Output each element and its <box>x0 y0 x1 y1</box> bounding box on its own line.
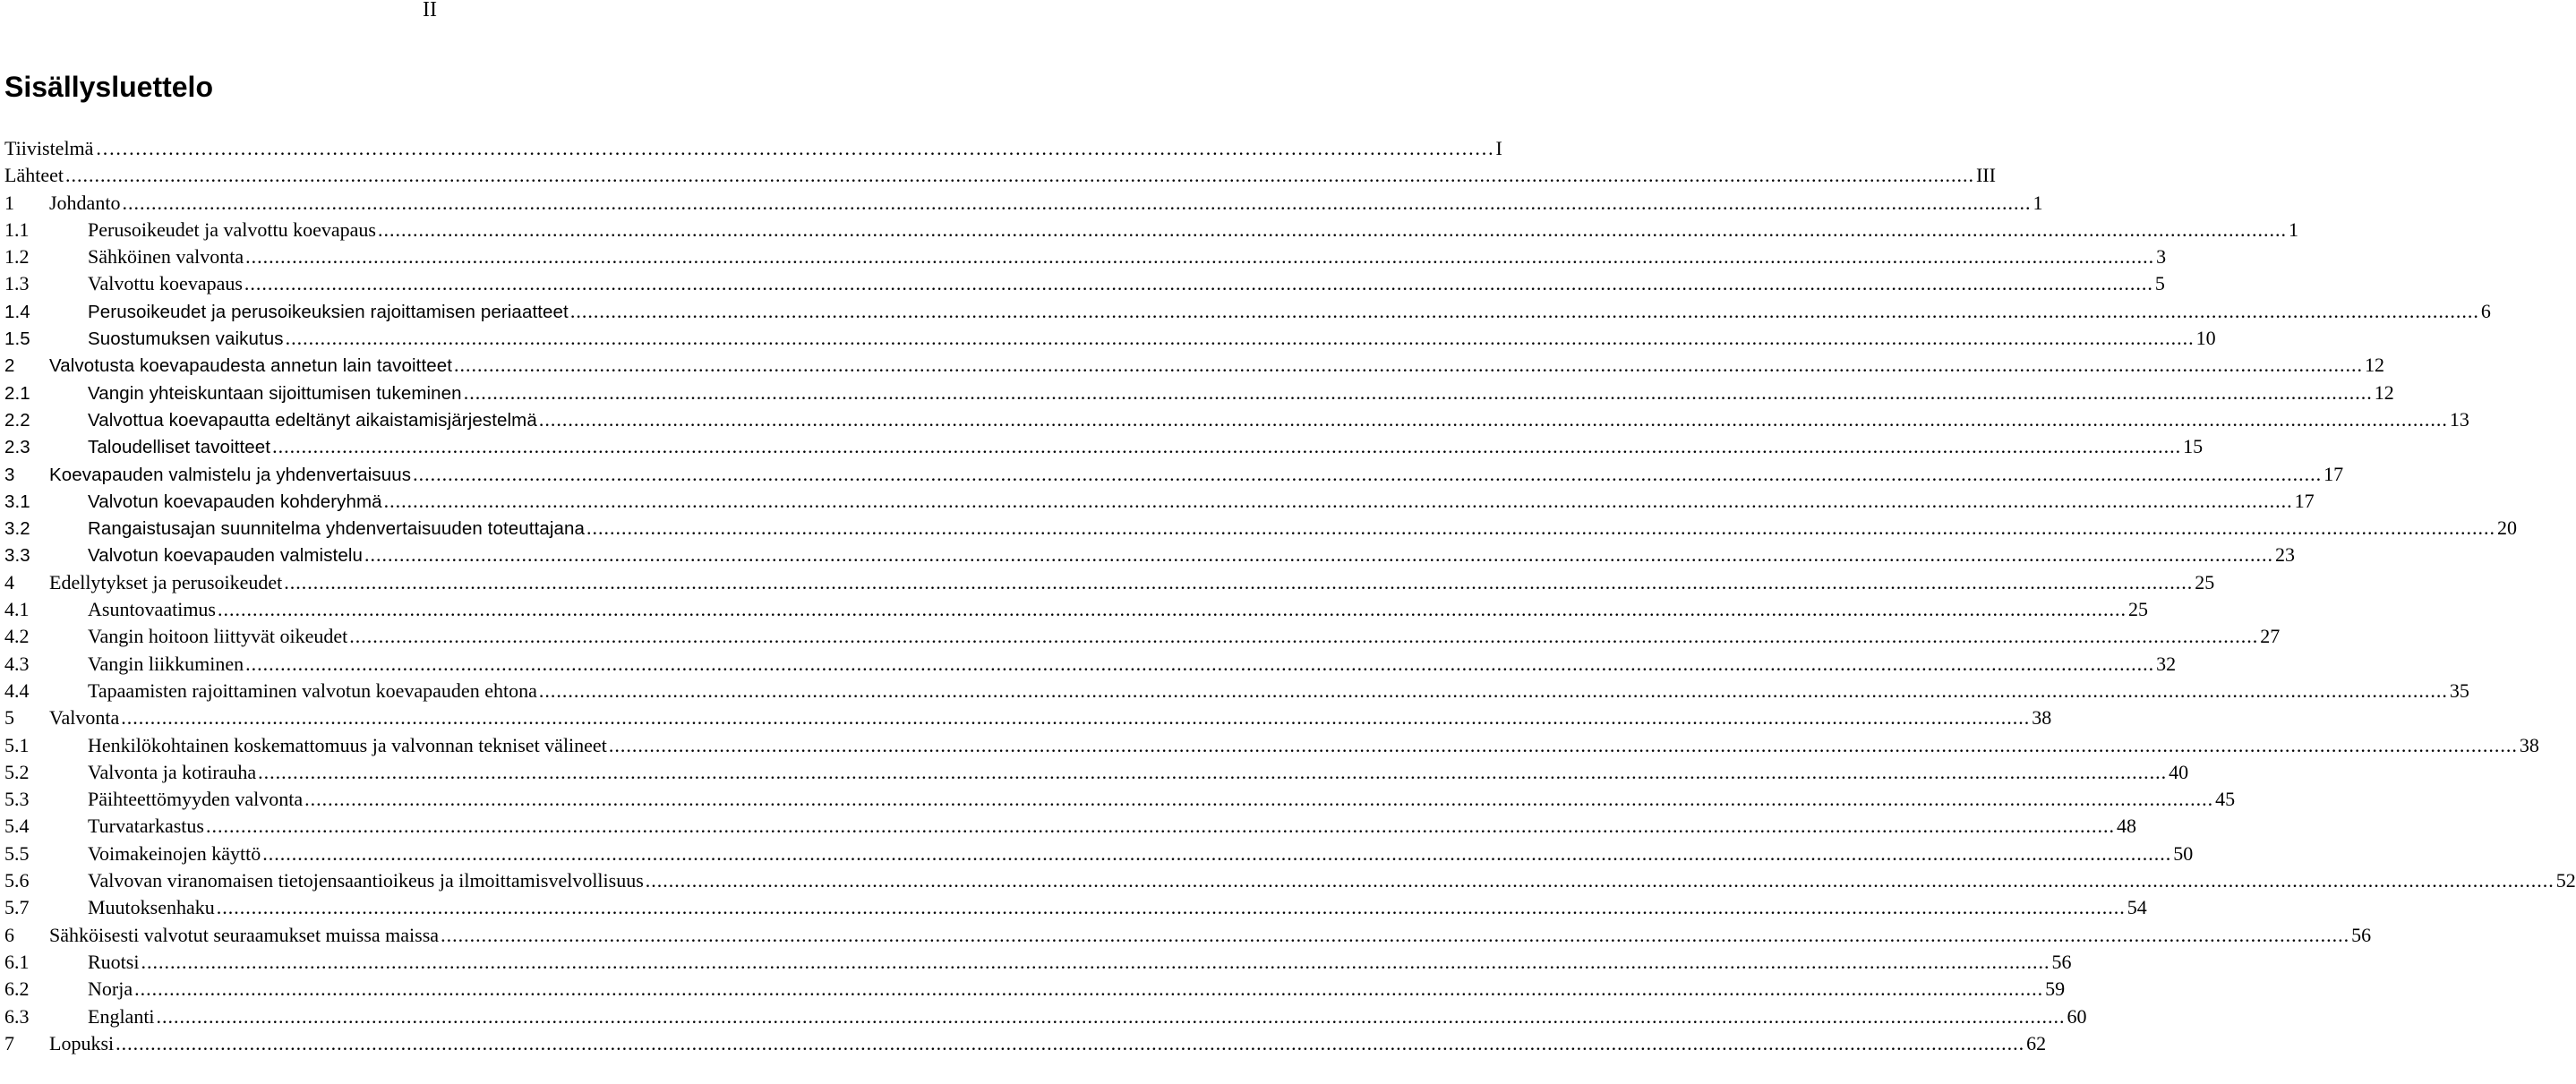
toc-entry-page: 1 <box>2288 218 2298 241</box>
toc-entry[interactable] <box>4 732 2539 759</box>
dot-leader <box>413 461 2322 488</box>
toc-entry-number: 5 <box>4 706 14 730</box>
toc-entry-page: 25 <box>2128 598 2148 621</box>
toc-entry-label: Valvottua koevapautta edeltänyt aikaistamisjärjestelmä <box>88 409 537 431</box>
dot-leader <box>304 786 2213 813</box>
toc-entry-number: 5.3 <box>4 788 30 811</box>
toc-entry-number: 4.1 <box>4 598 30 621</box>
toc-entry-label: Perusoikeudet ja valvottu koevapaus <box>88 218 376 241</box>
dot-leader <box>244 270 2153 297</box>
toc-entry-label: Taloudelliset tavoitteet <box>88 437 271 458</box>
toc-entry[interactable] <box>4 190 2043 217</box>
toc-entry-number: 6 <box>4 923 14 946</box>
toc-entry-page: III <box>1975 164 1996 187</box>
dot-leader <box>609 732 2518 759</box>
dot-leader <box>141 949 2050 976</box>
dot-leader <box>245 243 2154 270</box>
toc-entry-number: 1.3 <box>4 272 30 295</box>
toc-entry-page: 15 <box>2183 435 2204 458</box>
dot-leader <box>570 298 2479 325</box>
toc-entry-page: 10 <box>2195 327 2216 350</box>
toc-entry[interactable] <box>4 813 2136 840</box>
toc-entry-label: Vangin liikkuminen <box>88 652 244 675</box>
toc-entry[interactable] <box>4 217 2298 243</box>
toc-entry[interactable] <box>4 894 2147 921</box>
toc-entry-label: Valvotusta koevapaudesta annetun lain tavoitteet <box>49 355 453 377</box>
toc-entry-page: 12 <box>2365 354 2385 377</box>
toc-entry-number: 6.2 <box>4 977 30 1001</box>
dot-leader <box>258 759 2167 786</box>
toc-entry-label: Edellytykset ja perusoikeudet <box>49 570 283 593</box>
toc-entry-page: 13 <box>2449 407 2469 431</box>
toc-entry-page: 23 <box>2275 543 2295 567</box>
toc-entry-label: Asuntovaatimus <box>88 598 216 621</box>
toc-entry[interactable] <box>4 922 2372 949</box>
toc-entry-number: 4.3 <box>4 652 30 675</box>
toc-entry-page: 38 <box>2519 733 2539 756</box>
toc-entry[interactable] <box>4 841 2194 867</box>
toc-entry-number: 3.1 <box>4 491 30 512</box>
toc-entry-number: 3.3 <box>4 545 30 567</box>
toc-entry[interactable] <box>4 949 2072 976</box>
dot-leader <box>286 325 2195 352</box>
toc-entry[interactable] <box>4 569 2215 596</box>
page-number: II <box>423 0 437 21</box>
toc-entry-number: 2.2 <box>4 409 30 431</box>
toc-entry-label: Valvotun koevapauden valmistelu <box>88 545 363 567</box>
toc-entry-label: Norja <box>88 977 133 1001</box>
dot-leader <box>116 1030 2024 1057</box>
toc-entry-label: Sähköinen valvonta <box>88 245 244 269</box>
toc-entry-label: Koevapauden valmistelu ja yhdenvertaisuus <box>49 464 412 485</box>
dot-leader <box>464 380 2373 406</box>
dot-leader <box>454 352 2363 379</box>
toc-entry-label: Tapaamisten rajoittaminen valvotun koevapauden ehtona <box>88 679 537 702</box>
toc-entry[interactable] <box>4 461 2344 488</box>
toc-entry-number: 6.3 <box>4 1004 30 1028</box>
table-of-contents <box>4 135 2576 1057</box>
toc-entry-page: 17 <box>2294 489 2315 512</box>
toc-entry-page: 52 <box>2555 869 2576 892</box>
toc-entry-number: 3 <box>4 464 15 485</box>
dot-leader <box>157 1003 2066 1030</box>
toc-entry-page: 5 <box>2154 272 2165 295</box>
dot-leader <box>646 867 2555 894</box>
toc-entry-label: Johdanto <box>49 191 121 214</box>
toc-entry-label: Rangaistusajan suunnitelma yhdenvertaisuuden toteuttajana <box>88 518 586 540</box>
dot-leader <box>539 406 2448 433</box>
dot-leader <box>122 190 2031 217</box>
toc-entry-page: 50 <box>2173 841 2194 865</box>
toc-entry[interactable] <box>4 651 2177 678</box>
dot-leader <box>245 651 2154 678</box>
toc-entry-label: Turvatarkastus <box>88 815 204 838</box>
toc-entry-page: 32 <box>2156 652 2177 675</box>
toc-entry-number: 5.7 <box>4 896 30 919</box>
toc-entry-number: 2.3 <box>4 437 30 458</box>
dot-leader <box>539 678 2448 704</box>
dot-leader <box>218 596 2127 623</box>
toc-entry-number: 2.1 <box>4 382 30 404</box>
toc-entry[interactable] <box>4 162 1996 189</box>
dot-leader <box>378 217 2287 243</box>
toc-entry[interactable] <box>4 1030 2047 1057</box>
toc-entry-page: 20 <box>2497 516 2518 540</box>
toc-entry-number: 1.5 <box>4 329 30 350</box>
toc-entry[interactable] <box>4 135 1502 162</box>
toc-entry[interactable] <box>4 298 2491 325</box>
toc-entry[interactable] <box>4 406 2469 433</box>
toc-entry-page: 56 <box>2351 923 2372 946</box>
toc-entry[interactable] <box>4 867 2576 894</box>
dot-leader <box>65 162 1974 189</box>
toc-entry-label: Perusoikeudet ja perusoikeuksien rajoittamisen periaatteet <box>88 301 569 322</box>
toc-entry-page: 56 <box>2051 950 2072 973</box>
toc-entry-number: 5.4 <box>4 815 30 838</box>
dot-leader <box>349 623 2258 650</box>
toc-entry-page: 25 <box>2195 570 2215 593</box>
toc-entry[interactable] <box>4 704 2052 731</box>
toc-title: Sisällysluettelo <box>4 71 213 103</box>
toc-entry-number: 6.1 <box>4 950 30 973</box>
dot-leader <box>134 976 2043 1003</box>
toc-entry-label: Vangin hoitoon liittyvät oikeudet <box>88 625 348 648</box>
toc-entry-page: 27 <box>2260 625 2281 648</box>
toc-entry[interactable] <box>4 270 2165 297</box>
toc-entry[interactable] <box>4 542 2295 568</box>
toc-entry[interactable] <box>4 1003 2087 1030</box>
toc-entry-page: 60 <box>2067 1004 2087 1028</box>
toc-entry-page: 45 <box>2215 788 2236 811</box>
toc-entry-label: Valvottu koevapaus <box>88 272 243 295</box>
toc-entry-label: Valvotun koevapauden kohderyhmä <box>88 491 382 512</box>
toc-entry[interactable] <box>4 433 2204 460</box>
dot-leader <box>284 569 2193 596</box>
toc-entry-page: 35 <box>2449 679 2469 702</box>
toc-entry-label: Ruotsi <box>88 950 140 973</box>
dot-leader <box>384 488 2293 515</box>
toc-entry[interactable] <box>4 325 2216 352</box>
toc-entry-label: Lähteet <box>4 164 64 187</box>
toc-entry-number: 4 <box>4 570 14 593</box>
dot-leader <box>586 515 2495 542</box>
toc-entry-number: 5.6 <box>4 869 30 892</box>
toc-entry-page: 3 <box>2156 245 2167 269</box>
toc-entry-number: 1.2 <box>4 245 30 269</box>
toc-entry[interactable] <box>4 678 2469 704</box>
toc-entry-label: Lopuksi <box>49 1031 115 1054</box>
dot-leader <box>272 433 2181 460</box>
toc-entry-page: 17 <box>2324 462 2344 485</box>
toc-entry-label: Muutoksenhaku <box>88 896 215 919</box>
toc-entry-number: 5.1 <box>4 733 30 756</box>
toc-entry-label: Valvonta <box>49 706 120 730</box>
toc-entry[interactable] <box>4 596 2148 623</box>
toc-entry[interactable] <box>4 243 2167 270</box>
toc-entry-number: 4.4 <box>4 679 30 702</box>
dot-leader <box>206 813 2115 840</box>
toc-entry-page: 62 <box>2026 1031 2047 1054</box>
dot-leader <box>217 894 2126 921</box>
toc-entry-number: 7 <box>4 1031 14 1054</box>
toc-entry[interactable] <box>4 352 2385 379</box>
toc-entry-label: Sähköisesti valvotut seuraamukset muissa maissa <box>49 923 440 946</box>
toc-entry-number: 1.4 <box>4 301 30 322</box>
toc-entry-number: 1.1 <box>4 218 30 241</box>
dot-leader <box>262 841 2171 867</box>
toc-entry-label: Henkilökohtainen koskemattomuus ja valvonnan tekniset välineet <box>88 733 607 756</box>
toc-entry-label: Vangin yhteiskuntaan sijoittumisen tukeminen <box>88 382 462 404</box>
toc-entry-page: 6 <box>2480 299 2491 322</box>
dot-leader <box>364 542 2273 568</box>
toc-entry-page: 12 <box>2374 380 2394 404</box>
dot-leader <box>121 704 2030 731</box>
toc-entry[interactable] <box>4 488 2315 515</box>
toc-entry-page: 48 <box>2116 815 2136 838</box>
toc-entry-label: Suostumuksen vaikutus <box>88 329 284 350</box>
toc-entry-page: 59 <box>2045 977 2066 1001</box>
toc-entry-label: Tiivistelmä <box>4 137 94 159</box>
toc-entry-label: Valvonta ja kotirauha <box>88 760 257 783</box>
toc-entry-number: 3.2 <box>4 518 30 540</box>
toc-entry[interactable] <box>4 786 2236 813</box>
toc-entry-number: 4.2 <box>4 625 30 648</box>
dot-leader <box>95 135 1493 162</box>
toc-entry[interactable] <box>4 623 2281 650</box>
toc-entry[interactable] <box>4 759 2189 786</box>
toc-entry-page: 40 <box>2169 760 2189 783</box>
toc-entry-number: 5.2 <box>4 760 30 783</box>
toc-entry[interactable] <box>4 515 2518 542</box>
toc-entry-number: 2 <box>4 355 15 377</box>
toc-entry-number: 5.5 <box>4 841 30 865</box>
dot-leader <box>441 922 2349 949</box>
toc-entry[interactable] <box>4 976 2066 1003</box>
toc-entry-label: Voimakeinojen käyttö <box>88 841 261 865</box>
toc-entry-label: Valvovan viranomaisen tietojensaantioikeus ja ilmoittamisvelvollisuus <box>88 869 644 892</box>
toc-entry-page: 1 <box>2033 191 2043 214</box>
toc-entry-number: 1 <box>4 191 14 214</box>
toc-entry-label: Englanti <box>88 1004 155 1028</box>
toc-entry-page: I <box>1495 137 1502 159</box>
toc-entry-page: 38 <box>2032 706 2052 730</box>
toc-entry-page: 54 <box>2127 896 2147 919</box>
toc-entry-label: Päihteettömyyden valvonta <box>88 788 304 811</box>
toc-entry[interactable] <box>4 380 2394 406</box>
